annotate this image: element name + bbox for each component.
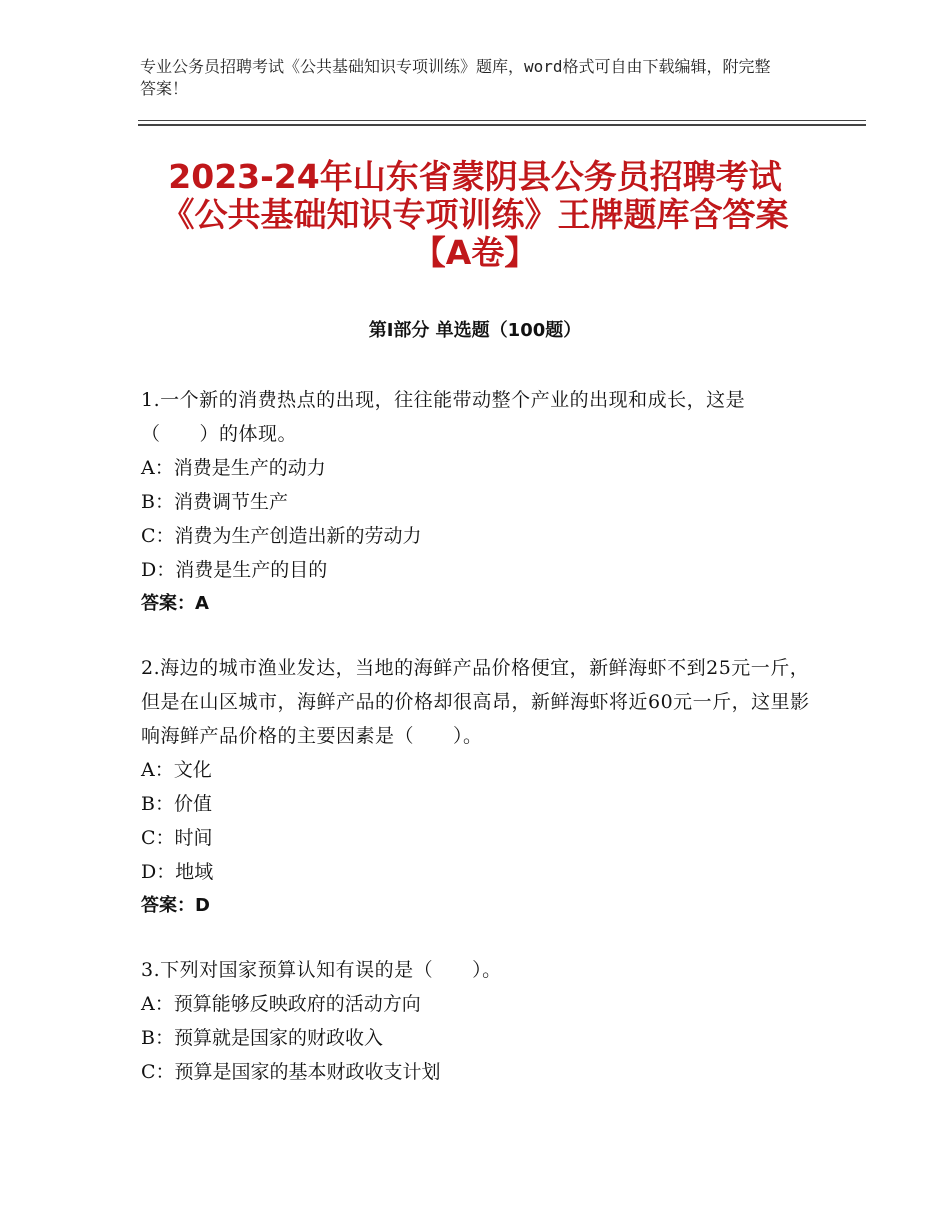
option-d: D：地域 bbox=[141, 861, 214, 883]
option-a: A：文化 bbox=[141, 759, 212, 781]
question-stem: 3.下列对国家预算认知有误的是（ ）。 bbox=[141, 959, 502, 981]
question-3 bbox=[141, 953, 811, 1089]
option-d: D：消费是生产的目的 bbox=[141, 559, 328, 581]
option-c: C：预算是国家的基本财政收支计划 bbox=[141, 1061, 441, 1083]
option-c: C：时间 bbox=[141, 827, 213, 849]
header-divider-thick bbox=[138, 124, 866, 126]
question-list bbox=[141, 383, 811, 1119]
option-b: B：预算就是国家的财政收入 bbox=[141, 1027, 383, 1049]
option-c: C：消费为生产创造出新的劳动力 bbox=[141, 525, 422, 547]
question-stem: 1.一个新的消费热点的出现，往往能带动整个产业的出现和成长，这是（ ）的体现。 bbox=[141, 389, 746, 445]
question-1 bbox=[141, 383, 811, 621]
option-b: B：价值 bbox=[141, 793, 212, 815]
header-divider-thin bbox=[138, 120, 866, 121]
document-title bbox=[120, 158, 830, 272]
answer-line: 答案：D bbox=[141, 895, 210, 916]
option-b: B：消费调节生产 bbox=[141, 491, 288, 513]
answer-line: 答案：A bbox=[141, 593, 209, 614]
question-stem: 2.海边的城市渔业发达，当地的海鲜产品价格便宜，新鲜海虾不到25元一斤，但是在山区城市，海鲜产品的价格却很高昂，新鲜海虾将近60元一斤，这里影响海鲜产品价格的主要因素是（ ）。 bbox=[141, 657, 810, 747]
header-note: 专业公务员招聘考试《公共基础知识专项训练》题库，word格式可自由下载编辑，附完整答案！ bbox=[140, 57, 771, 98]
question-2 bbox=[141, 651, 811, 923]
title-line-3: 【A卷】 bbox=[412, 233, 538, 272]
option-a: A：消费是生产的动力 bbox=[141, 457, 326, 479]
title-line-1: 2023-24年山东省蒙阴县公务员招聘考试 bbox=[168, 157, 782, 196]
option-a: A：预算能够反映政府的活动方向 bbox=[141, 993, 421, 1015]
title-line-2: 《公共基础知识专项训练》王牌题库含答案 bbox=[161, 195, 789, 234]
section-heading: 第Ⅰ部分 单选题（100题） bbox=[368, 320, 582, 341]
